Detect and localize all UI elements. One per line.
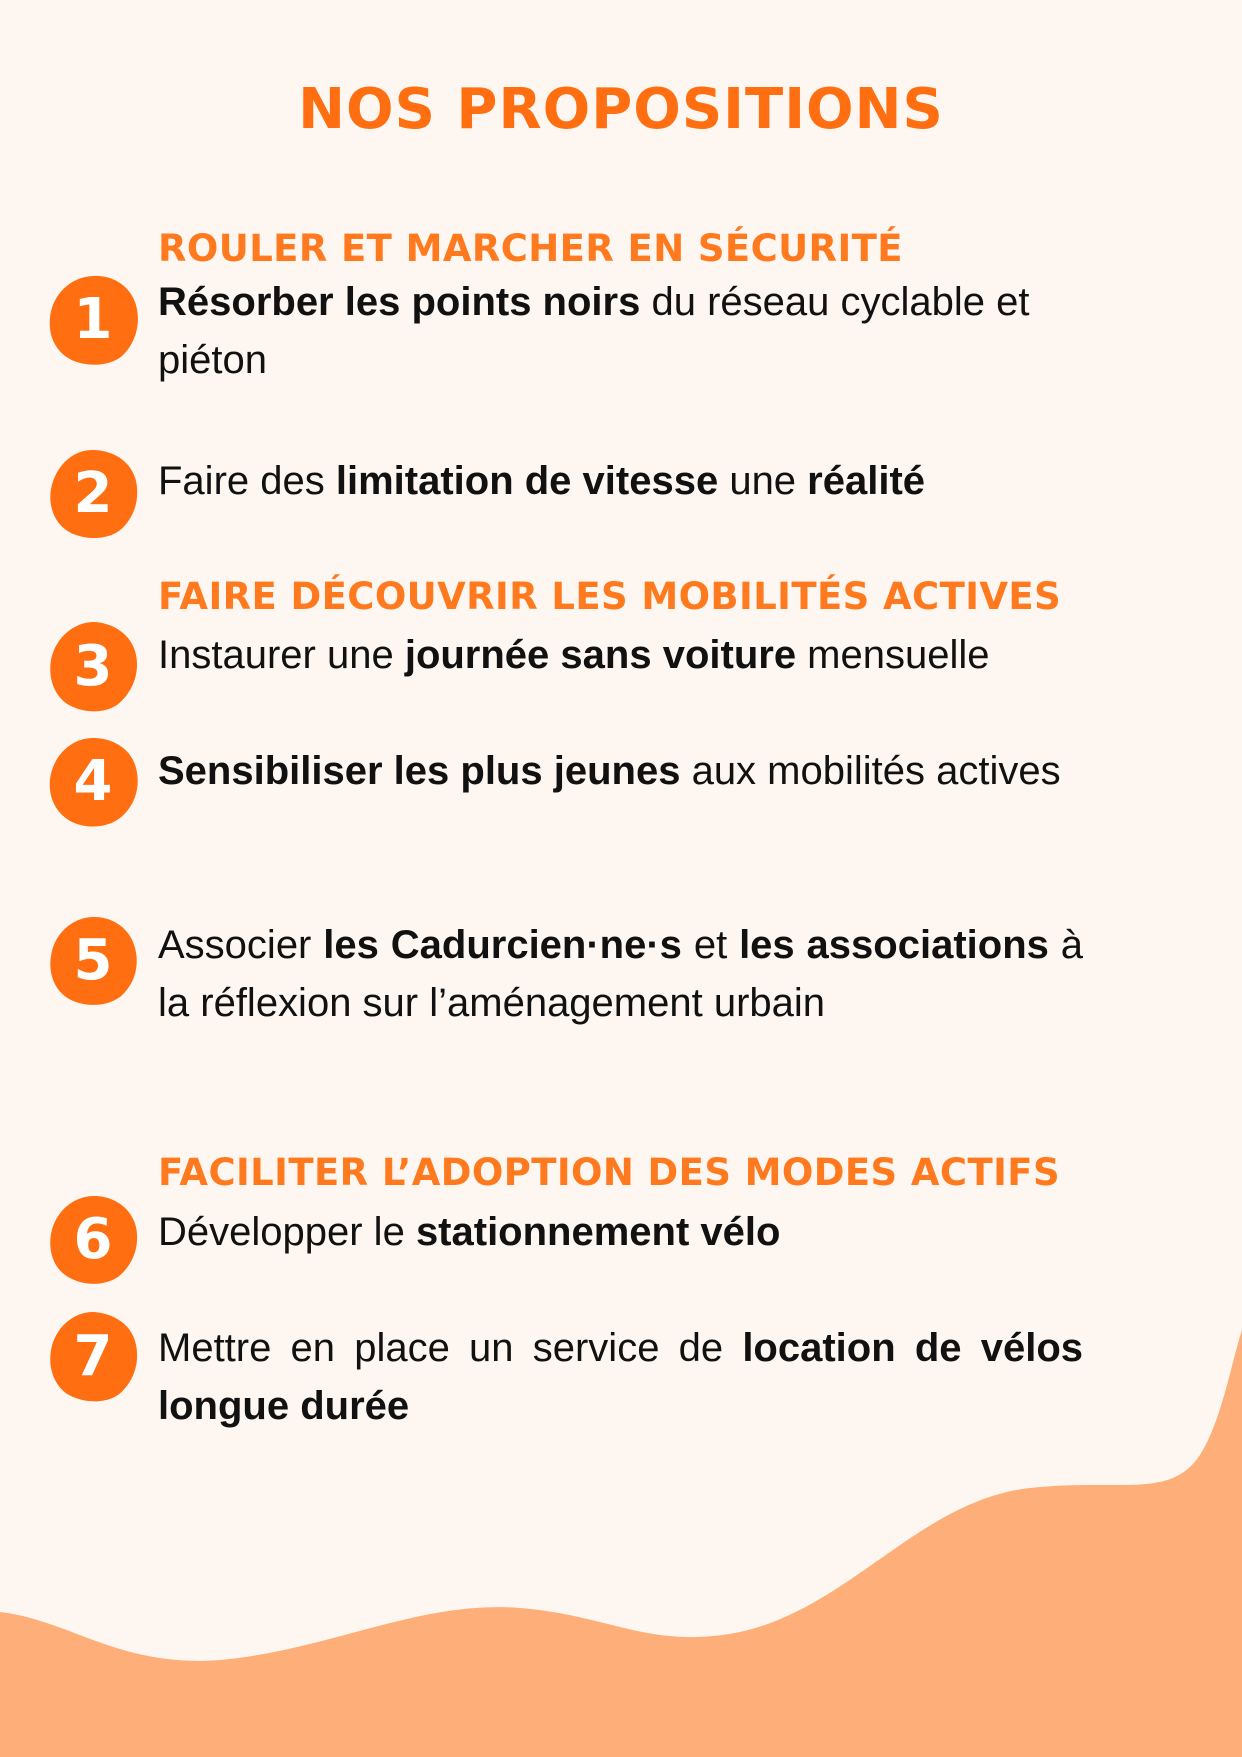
proposition-text <box>158 916 1083 1032</box>
badge-number: 6 <box>73 1207 113 1272</box>
text-regular: une <box>718 459 808 503</box>
section-heading-faciliter: FACILITER L’ADOPTION DES MODES ACTIFS <box>158 1151 1060 1194</box>
text-bold: journée sans voiture <box>404 633 797 677</box>
number-badge <box>46 620 140 714</box>
text-regular: Associer <box>158 923 324 967</box>
text-regular: Faire des <box>158 459 336 503</box>
number-badge <box>46 1193 140 1287</box>
text-regular: Développer le <box>158 1210 416 1254</box>
number-badge <box>46 735 140 829</box>
proposition-text <box>158 1319 1083 1435</box>
number-badge <box>46 1310 140 1404</box>
proposition-text <box>158 742 1083 800</box>
text-regular: Instaurer une <box>158 633 405 677</box>
number-badge <box>46 273 140 367</box>
badge-number: 1 <box>73 287 113 352</box>
text-regular: mensuelle <box>796 633 990 677</box>
text-regular: et <box>681 923 740 967</box>
proposition-text <box>158 626 1083 684</box>
text-regular: Mettre en place un service de <box>158 1326 743 1370</box>
page-title: NOS PROPOSITIONS <box>298 77 944 142</box>
text-bold: les associations <box>739 923 1049 967</box>
proposition-text <box>158 452 1083 510</box>
number-badge <box>46 447 140 541</box>
text-bold: location de vélos longue durée <box>158 1326 1083 1428</box>
text-regular: aux mobilités actives <box>680 749 1061 793</box>
number-badge <box>46 914 140 1008</box>
proposition-text <box>158 273 1083 389</box>
text-bold: stationnement vélo <box>415 1210 781 1254</box>
badge-number: 2 <box>73 461 113 526</box>
proposition-text <box>158 1203 1083 1261</box>
badge-number: 7 <box>73 1324 113 1389</box>
text-regular: du réseau cyclable et piéton <box>158 280 1030 382</box>
text-bold: réalité <box>807 459 926 503</box>
text-bold: Résorber les points noirs <box>158 280 641 324</box>
section-heading-securite: ROULER ET MARCHER EN SÉCURITÉ <box>158 227 903 270</box>
text-bold: Sensibiliser les plus jeunes <box>158 749 681 793</box>
badge-number: 4 <box>73 749 113 814</box>
text-bold: limitation de vitesse <box>335 459 719 503</box>
text-regular: à la réflexion sur l’aménagement urbain <box>158 923 1084 1025</box>
text-bold: les Cadurcien·ne·s <box>323 923 682 967</box>
badge-number: 5 <box>73 928 113 993</box>
section-heading-decouvrir: FAIRE DÉCOUVRIR LES MOBILITÉS ACTIVES <box>158 575 1062 618</box>
badge-number: 3 <box>73 634 113 699</box>
